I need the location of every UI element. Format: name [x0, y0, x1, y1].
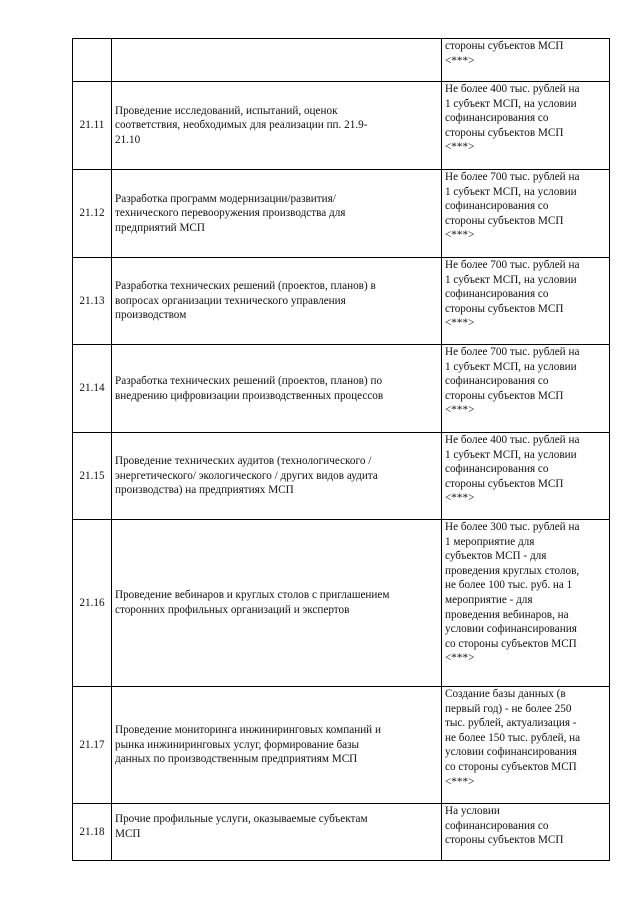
services-table — [72, 38, 610, 861]
row-number: 21.12 — [73, 170, 112, 258]
row-number — [73, 39, 112, 82]
table-row — [73, 39, 610, 82]
row-number: 21.18 — [73, 804, 112, 861]
row-number: 21.11 — [73, 82, 112, 170]
row-condition: На условии софинансирования со стороны субъектов МСП — [442, 804, 610, 861]
row-condition: Не более 700 тыс. рублей на 1 субъект МСП, на условии софинансирования со стороны субъектов МСП <***> — [442, 170, 610, 258]
row-condition: Не более 400 тыс. рублей на 1 субъект МСП, на условии софинансирования со стороны субъектов МСП <***> — [442, 433, 610, 520]
row-condition: Не более 700 тыс. рублей на 1 субъект МСП, на условии софинансирования со стороны субъектов МСП <***> — [442, 258, 610, 345]
row-description: Прочие профильные услуги, оказываемые субъектам МСП — [112, 804, 442, 861]
row-description: Разработка технических решений (проектов, планов) в вопросах организации технического управления производством — [112, 258, 442, 345]
row-condition: стороны субъектов МСП <***> — [442, 39, 610, 82]
row-description — [112, 39, 442, 82]
table-row — [73, 82, 610, 170]
row-description: Разработка программ модернизации/развития/ технического перевооружения производства для предприятий МСП — [112, 170, 442, 258]
row-number: 21.17 — [73, 687, 112, 804]
row-description: Проведение технических аудитов (технологического / энергетического/ экологического / других видов аудита производства) на предприятиях МСП — [112, 433, 442, 520]
table-row — [73, 258, 610, 345]
row-number: 21.16 — [73, 520, 112, 687]
row-description: Разработка технических решений (проектов, планов) по внедрению цифровизации производственных процессов — [112, 345, 442, 433]
table-row — [73, 345, 610, 433]
row-number: 21.13 — [73, 258, 112, 345]
table-row — [73, 433, 610, 520]
row-number: 21.14 — [73, 345, 112, 433]
row-condition: Не более 300 тыс. рублей на 1 мероприятие для субъектов МСП - для проведения круглых столов, не более 100 тыс. руб. на 1 мероприятие - для проведения вебинаров, на условии софинансирования со стороны субъектов МСП <***> — [442, 520, 610, 687]
row-description: Проведение мониторинга инжиниринговых компаний и рынка инжиниринговых услуг, формирование базы данных по производственным предприятиям МСП — [112, 687, 442, 804]
row-condition: Создание базы данных (в первый год) - не более 250 тыс. рублей, актуализация - не более 150 тыс. рублей, на условии софинансирования со стороны субъектов МСП <***> — [442, 687, 610, 804]
table-row — [73, 520, 610, 687]
row-condition: Не более 400 тыс. рублей на 1 субъект МСП, на условии софинансирования со стороны субъектов МСП <***> — [442, 82, 610, 170]
row-number: 21.15 — [73, 433, 112, 520]
row-condition: Не более 700 тыс. рублей на 1 субъект МСП, на условии софинансирования со стороны субъектов МСП <***> — [442, 345, 610, 433]
table-row — [73, 170, 610, 258]
table-row — [73, 687, 610, 804]
table-row — [73, 804, 610, 861]
row-description: Проведение исследований, испытаний, оценок соответствия, необходимых для реализации пп. 21.9- 21.10 — [112, 82, 442, 170]
row-description: Проведение вебинаров и круглых столов с приглашением сторонних профильных организаций и экспертов — [112, 520, 442, 687]
